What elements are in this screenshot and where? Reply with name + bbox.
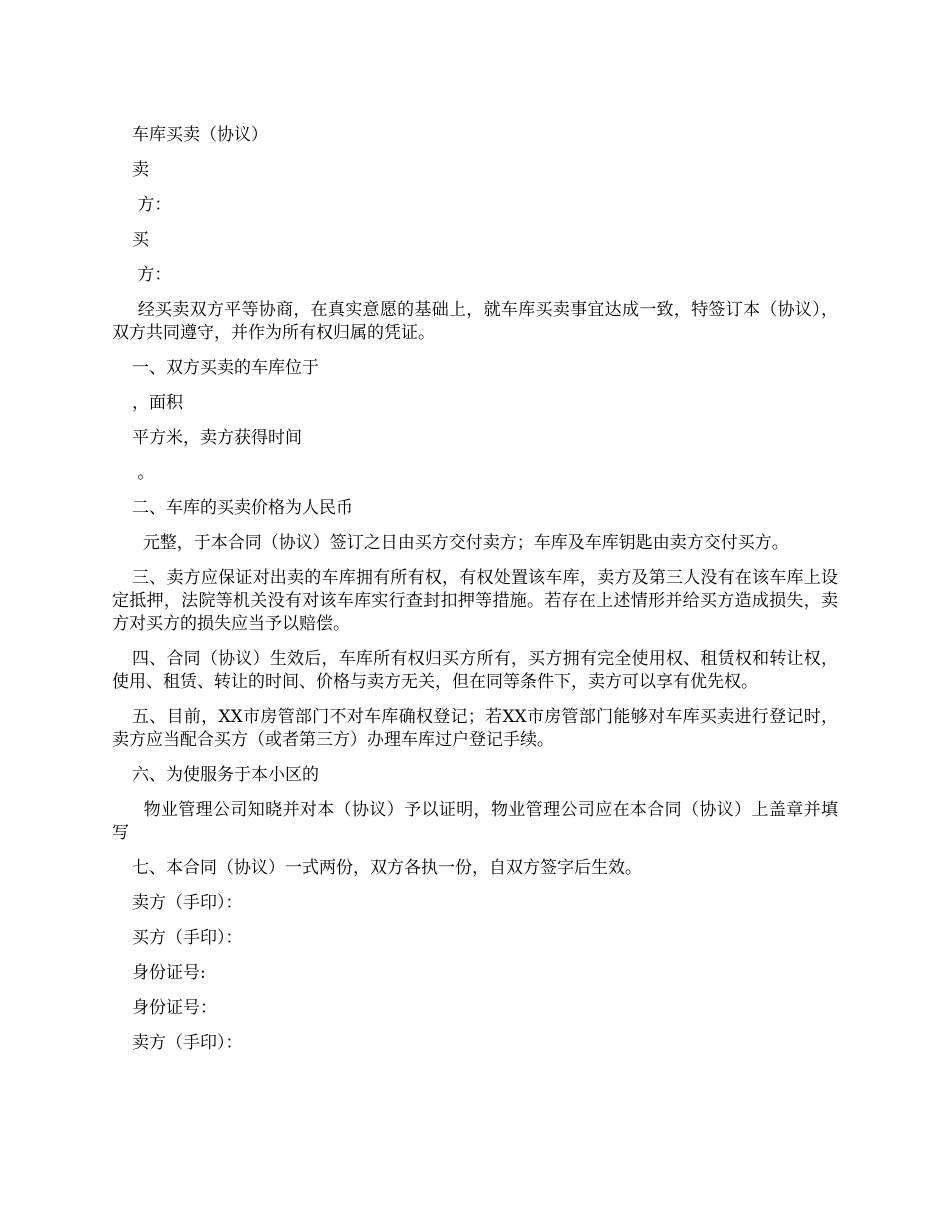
document-body — [112, 124, 838, 1067]
clause-4: 四、合同（协议）生效后，车库所有权归买方所有，买方拥有完全使用权、租赁权和转让权，使用、租赁、转让的时间、价格与卖方无关，但在同等条件下，卖方可以享有优先权。 — [112, 649, 838, 692]
clause-5: 五、目前，XX市房管部门不对车库确权登记；若XX市房管部门能够对车库买卖进行登记时，卖方应当配合买方（或者第三方）办理车库过户登记手续。 — [112, 707, 838, 750]
clause-6-body: 物业管理公司知晓并对本（协议）予以证明，物业管理公司应在本合同（协议）上盖章并填写 — [112, 800, 839, 843]
clause-1-location: 一、双方买卖的车库位于 — [132, 358, 319, 378]
document-title: 车库买卖（协议） — [132, 125, 268, 145]
clause-1-area: ，面积 — [132, 393, 183, 413]
clause-2-payment: 元整，于本合同（协议）签订之日由买方交付卖方；车库及车库钥匙由卖方交付买方。 — [132, 533, 789, 553]
intro-paragraph: 经买卖双方平等协商，在真实意愿的基础上，就车库买卖事宜达成一致，特签订本（协议），双方共同遵守，并作为所有权归属的凭证。 — [112, 300, 838, 343]
seller-signature-line-2: 卖方（手印）： — [132, 1033, 243, 1053]
id-number-line-2: 身份证号： — [132, 998, 217, 1018]
clause-6-intro: 六、为使服务于本小区的 — [132, 765, 319, 785]
seller-label-line-2: 方： — [132, 195, 172, 215]
clause-7: 七、本合同（协议）一式两份，双方各执一份，自双方签字后生效。 — [132, 858, 642, 878]
buyer-label-line-1: 买 — [132, 230, 149, 250]
id-number-line-1: 身份证号: — [132, 963, 206, 983]
clause-1-end: 。 — [132, 463, 155, 483]
buyer-signature-line: 买方（手印）： — [132, 928, 243, 948]
clause-3: 三、卖方应保证对出卖的车库拥有所有权，有权处置该车库，卖方及第三人没有在该车库上设定抵押，法院等机关没有对该车库实行查封扣押等措施。若存在上述情形并给买方造成损失，卖方对买方的损失应当予以赔偿。 — [112, 568, 838, 634]
clause-2-price: 二、车库的买卖价格为人民币 — [132, 498, 353, 518]
seller-signature-line: 卖方（手印）： — [132, 893, 243, 913]
buyer-label-line-2: 方： — [132, 265, 172, 285]
clause-1-acquired-time: 平方米，卖方获得时间 — [132, 428, 302, 448]
seller-label-line-1: 卖 — [132, 160, 149, 180]
